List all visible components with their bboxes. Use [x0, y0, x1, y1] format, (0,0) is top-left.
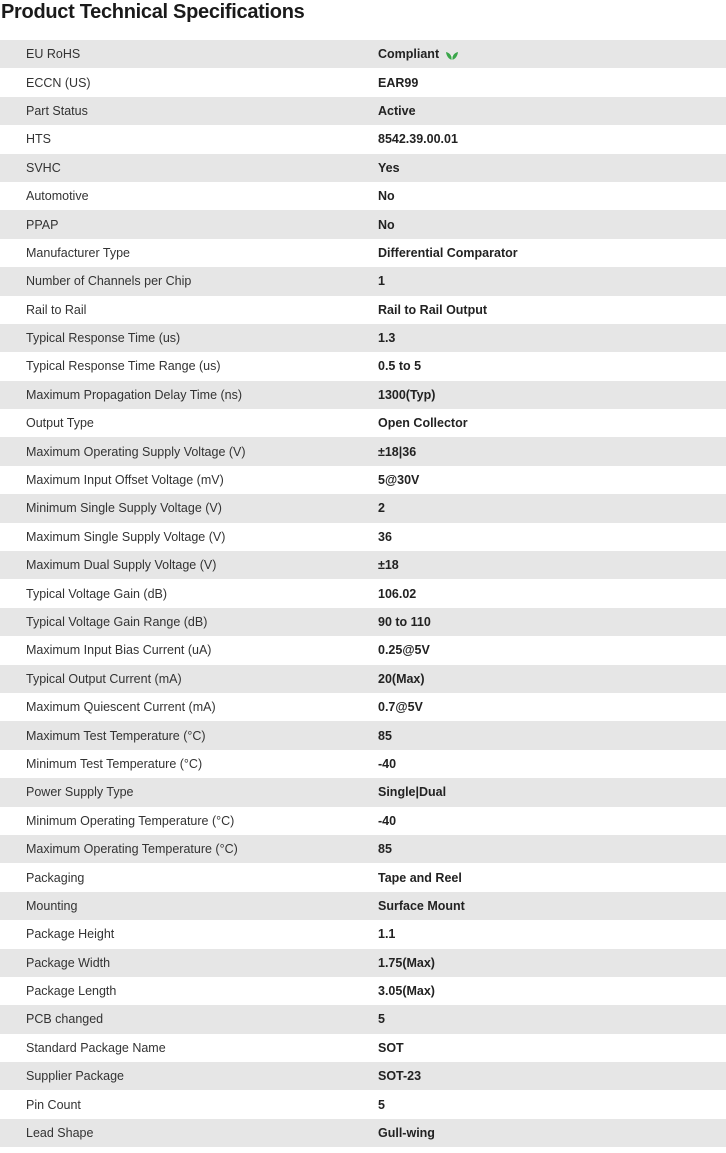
- spec-value-cell: [378, 863, 726, 891]
- page-title: Product Technical Specifications: [1, 1, 305, 23]
- spec-value-cell: [378, 920, 726, 948]
- spec-row: [0, 1005, 726, 1033]
- spec-label: HTS: [26, 132, 51, 147]
- spec-value: 8542.39.00.01: [378, 132, 458, 147]
- spec-value-cell: [378, 551, 726, 579]
- spec-value-cell: [378, 1034, 726, 1062]
- spec-value: 5@30V: [378, 473, 420, 488]
- spec-value: Single|Dual: [378, 785, 447, 800]
- spec-row: [0, 182, 726, 210]
- spec-label: Typical Output Current (mA): [26, 671, 182, 686]
- spec-row: [0, 920, 726, 948]
- spec-value-cell: [378, 352, 726, 380]
- spec-label: Part Status: [26, 103, 88, 118]
- spec-value: 1.1: [378, 927, 396, 942]
- spec-value: Rail to Rail Output: [378, 302, 488, 317]
- spec-row: [0, 97, 726, 125]
- spec-value: 1.75(Max): [378, 955, 435, 970]
- spec-value-cell: [378, 523, 726, 551]
- spec-label: Output Type: [26, 416, 94, 431]
- spec-label: PCB changed: [26, 1012, 104, 1027]
- spec-label: Minimum Single Supply Voltage (V): [26, 501, 222, 516]
- spec-row: [0, 807, 726, 835]
- spec-value: SOT-23: [378, 1069, 422, 1084]
- spec-row: [0, 579, 726, 607]
- spec-value-cell: [378, 636, 726, 664]
- spec-row: [0, 437, 726, 465]
- spec-label: Maximum Single Supply Voltage (V): [26, 529, 226, 544]
- spec-table-body: [0, 40, 726, 1147]
- spec-value-cell: [378, 693, 726, 721]
- spec-label: Rail to Rail: [26, 302, 87, 317]
- spec-value-cell: [378, 750, 726, 778]
- spec-value: No: [378, 217, 395, 232]
- spec-label: Minimum Test Temperature (°C): [26, 756, 203, 771]
- spec-label: Automotive: [26, 189, 89, 204]
- spec-value: 5: [378, 1097, 385, 1112]
- spec-value: EAR99: [378, 75, 419, 90]
- spec-row: [0, 210, 726, 238]
- spec-row: [0, 494, 726, 522]
- spec-value: Open Collector: [378, 416, 468, 431]
- spec-row: [0, 1034, 726, 1062]
- spec-label: Packaging: [26, 870, 85, 885]
- spec-label: Maximum Quiescent Current (mA): [26, 700, 216, 715]
- spec-value-cell: [378, 267, 726, 295]
- spec-label: Typical Voltage Gain Range (dB): [26, 615, 208, 629]
- spec-value: Compliant: [378, 47, 440, 62]
- spec-label: Typical Response Time (us): [26, 331, 181, 346]
- spec-value-cell: [378, 892, 726, 920]
- spec-label: Maximum Propagation Delay Time (ns): [26, 387, 243, 402]
- spec-row: [0, 977, 726, 1005]
- spec-value-cell: [378, 68, 726, 96]
- spec-label: SVHC: [26, 160, 61, 175]
- spec-row: [0, 154, 726, 182]
- spec-value: 1300(Typ): [378, 387, 436, 402]
- spec-label: Mounting: [26, 898, 78, 913]
- spec-label: Maximum Operating Supply Voltage (V): [26, 444, 246, 459]
- spec-table: [0, 40, 726, 1147]
- spec-value: 1.3: [378, 331, 396, 346]
- spec-row: [0, 40, 726, 68]
- spec-value: 3.05(Max): [378, 984, 435, 999]
- spec-row: [0, 778, 726, 806]
- spec-row: [0, 1090, 726, 1118]
- spec-row: [0, 551, 726, 579]
- spec-row: [0, 721, 726, 749]
- spec-label: Package Length: [26, 984, 117, 999]
- spec-label: Lead Shape: [26, 1126, 94, 1141]
- spec-row: [0, 1062, 726, 1090]
- spec-row: [0, 267, 726, 295]
- spec-row: [0, 125, 726, 153]
- spec-row: [0, 608, 726, 636]
- spec-row: [0, 835, 726, 863]
- spec-value-cell: [378, 665, 726, 693]
- spec-label: PPAP: [26, 217, 59, 232]
- spec-value: Active: [378, 103, 416, 118]
- spec-value-cell: [378, 239, 726, 267]
- spec-value: Gull-wing: [378, 1126, 435, 1141]
- spec-label: Power Supply Type: [26, 785, 134, 800]
- spec-value-cell: [378, 608, 726, 636]
- spec-row: [0, 750, 726, 778]
- spec-row: [0, 1119, 726, 1147]
- spec-value: Surface Mount: [378, 898, 465, 913]
- spec-value: 36: [378, 529, 392, 544]
- spec-value-cell: [378, 182, 726, 210]
- spec-value: 106.02: [378, 586, 417, 601]
- spec-value-cell: [378, 721, 726, 749]
- spec-value-cell: [378, 835, 726, 863]
- spec-value: SOT: [378, 1040, 404, 1055]
- spec-value-cell: [378, 97, 726, 125]
- spec-value-cell: [378, 579, 726, 607]
- spec-value-cell: [378, 466, 726, 494]
- spec-value-cell: [378, 296, 726, 324]
- spec-value-cell: [378, 210, 726, 238]
- spec-row: [0, 523, 726, 551]
- spec-label: Maximum Input Offset Voltage (mV): [26, 473, 224, 488]
- spec-value-cell: [378, 437, 726, 465]
- spec-row: [0, 665, 726, 693]
- spec-value-cell: [378, 1005, 726, 1033]
- spec-row: [0, 381, 726, 409]
- spec-value-cell: [378, 807, 726, 835]
- spec-row: [0, 68, 726, 96]
- spec-label: Maximum Test Temperature (°C): [26, 728, 206, 743]
- spec-value-cell: [378, 1062, 726, 1090]
- spec-label: Maximum Dual Supply Voltage (V): [26, 558, 217, 573]
- spec-label: ECCN (US): [26, 75, 91, 90]
- spec-label: Standard Package Name: [26, 1040, 166, 1055]
- spec-value-cell: [378, 778, 726, 806]
- spec-value-cell: [378, 1090, 726, 1118]
- spec-label: Maximum Input Bias Current (uA): [26, 643, 212, 658]
- spec-label: Minimum Operating Temperature (°C): [26, 813, 235, 828]
- spec-value: Yes: [378, 160, 400, 175]
- spec-value: -40: [378, 756, 397, 771]
- spec-row: [0, 296, 726, 324]
- spec-label: Package Height: [26, 927, 115, 942]
- spec-value: No: [378, 189, 395, 204]
- spec-row: [0, 239, 726, 267]
- spec-value: 0.25@5V: [378, 643, 430, 658]
- spec-value: ±18|36: [378, 444, 417, 459]
- spec-label: EU RoHS: [26, 47, 81, 62]
- spec-row: [0, 324, 726, 352]
- spec-value-cell: [378, 154, 726, 182]
- spec-value: 5: [378, 1012, 385, 1027]
- spec-row: [0, 693, 726, 721]
- spec-row: [0, 949, 726, 977]
- spec-value: 85: [378, 728, 392, 743]
- spec-row: [0, 892, 726, 920]
- spec-value: ±18: [378, 558, 399, 573]
- spec-row: [0, 863, 726, 891]
- spec-value-cell: [378, 494, 726, 522]
- spec-value-cell: [378, 977, 726, 1005]
- spec-value-cell: [378, 324, 726, 352]
- spec-value: Tape and Reel: [378, 870, 462, 885]
- spec-label: Maximum Operating Temperature (°C): [26, 842, 238, 857]
- spec-value-cell: [378, 125, 726, 153]
- spec-value-cell: [378, 381, 726, 409]
- spec-value: 1: [378, 274, 385, 289]
- spec-value: -40: [378, 813, 397, 828]
- spec-value: Differential Comparator: [378, 245, 518, 260]
- spec-value: 0.7@5V: [378, 700, 423, 715]
- spec-label: Typical Response Time Range (us): [26, 359, 221, 374]
- spec-label: Supplier Package: [26, 1069, 124, 1084]
- spec-value-cell: [378, 1119, 726, 1147]
- spec-value-cell: [378, 40, 726, 68]
- spec-value: 20(Max): [378, 671, 425, 686]
- spec-row: [0, 352, 726, 380]
- spec-value: 2: [378, 501, 385, 516]
- spec-label: Manufacturer Type: [26, 245, 130, 260]
- spec-value-cell: [378, 409, 726, 437]
- spec-row: [0, 466, 726, 494]
- spec-label: Pin Count: [26, 1097, 81, 1112]
- spec-label: Typical Voltage Gain (dB): [26, 586, 168, 601]
- spec-label: Number of Channels per Chip: [26, 274, 192, 289]
- spec-value: 90 to 110: [378, 615, 431, 629]
- leaf-icon: [445, 49, 459, 61]
- spec-label: Package Width: [26, 955, 111, 970]
- spec-value: 85: [378, 842, 392, 857]
- spec-value: 0.5 to 5: [378, 359, 422, 374]
- spec-value-cell: [378, 949, 726, 977]
- spec-row: [0, 409, 726, 437]
- spec-row: [0, 636, 726, 664]
